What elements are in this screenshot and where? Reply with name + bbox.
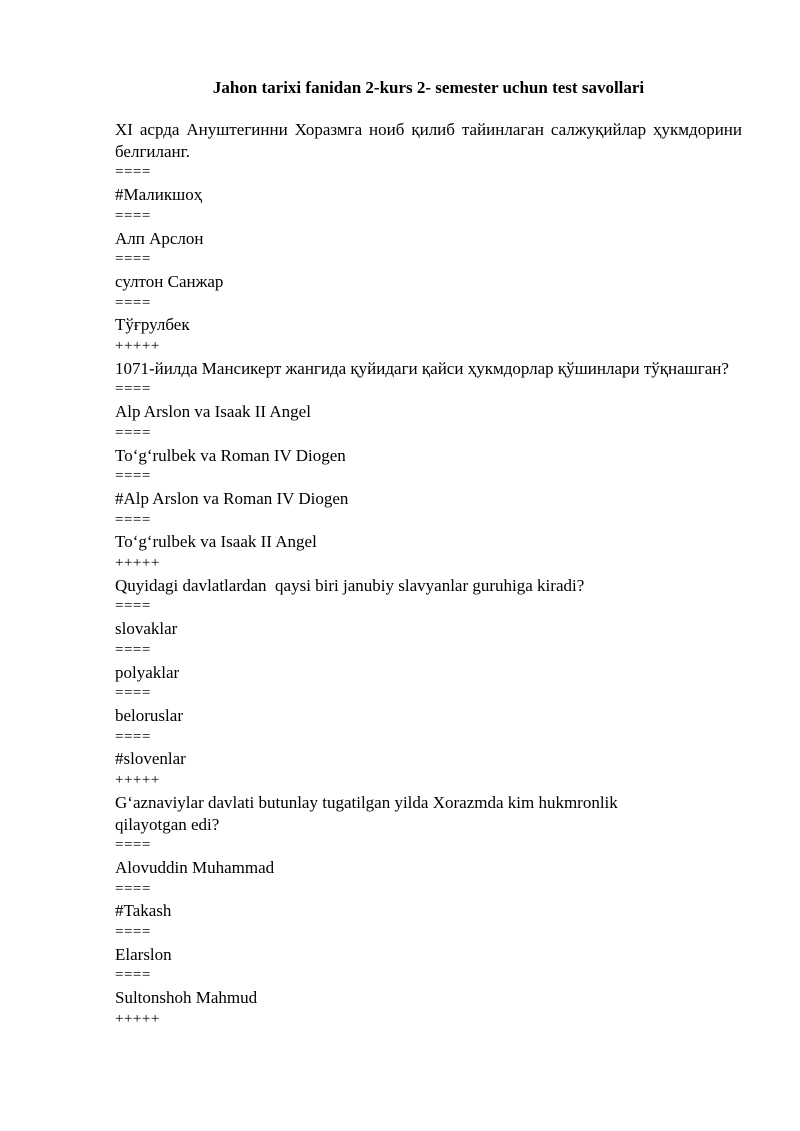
question-text: Quyidagi davlatlardan qaysi biri janubiy slavyanlar guruhiga kiradi?: [115, 575, 585, 595]
option-separator: ====: [115, 924, 151, 941]
answer-option: Alp Arslon va Isaak II Angel: [115, 402, 311, 422]
question-separator: +++++: [115, 338, 160, 355]
option-separator: ====: [115, 511, 151, 528]
question-block: [115, 358, 742, 575]
option-separator: ====: [115, 598, 151, 615]
answer-option: polyaklar: [115, 662, 180, 682]
document-title: Jahon tarixi fanidan 2-kurs 2- semester uchun test savollari: [212, 78, 645, 97]
question-block: [115, 119, 742, 358]
answer-option: Alovuddin Muhammad: [115, 857, 275, 877]
answer-option: султон Санжар: [115, 271, 224, 291]
option-separator: ====: [115, 728, 151, 745]
answer-option: #Маликшоҳ: [115, 185, 203, 205]
answer-option: slovaklar: [115, 619, 178, 639]
answer-option: Sultonshoh Mahmud: [115, 988, 258, 1008]
question-separator: +++++: [115, 772, 160, 789]
question-text: 1071-йилда Мансикерт жангида қуйидаги қайси ҳукмдорлар қўшинлари тўқнашган?: [115, 358, 729, 378]
question-separator: +++++: [115, 555, 160, 572]
answer-option: Тўғрулбек: [115, 315, 190, 335]
option-separator: ====: [115, 685, 151, 702]
question-separator: +++++: [115, 1010, 160, 1027]
option-separator: ====: [115, 468, 151, 485]
option-separator: ====: [115, 294, 151, 311]
answer-option: Алп Арслон: [115, 228, 204, 248]
option-separator: ====: [115, 880, 151, 897]
question-block: [115, 575, 742, 792]
option-separator: ====: [115, 251, 151, 268]
option-separator: ====: [115, 641, 151, 658]
question-text: XI асрда Ануштегинни Хоразмга ноиб қилиб тайинлаган салжуқийлар ҳукмдорини белгиланг.: [115, 120, 742, 161]
answer-option: #Takash: [115, 901, 172, 921]
answer-option: #Alp Arslon va Roman IV Diogen: [115, 488, 349, 508]
option-separator: ====: [115, 164, 151, 181]
question-list: [115, 119, 742, 1031]
answer-option: To‘g‘rulbek va Roman IV Diogen: [115, 445, 346, 465]
option-separator: ====: [115, 837, 151, 854]
answer-option: To‘g‘rulbek va Isaak II Angel: [115, 532, 317, 552]
answer-option: beloruslar: [115, 705, 183, 725]
option-separator: ====: [115, 207, 151, 224]
question-block: [115, 792, 742, 1031]
answer-option: Elarslon: [115, 944, 172, 964]
option-separator: ====: [115, 967, 151, 984]
answer-option: #slovenlar: [115, 749, 186, 769]
document-page: [115, 77, 742, 1031]
option-separator: ====: [115, 424, 151, 441]
question-text: G‘aznaviylar davlati butunlay tugatilgan yilda Xorazmda kim hukmronlik qilayotgan edi?: [115, 792, 618, 834]
option-separator: ====: [115, 381, 151, 398]
